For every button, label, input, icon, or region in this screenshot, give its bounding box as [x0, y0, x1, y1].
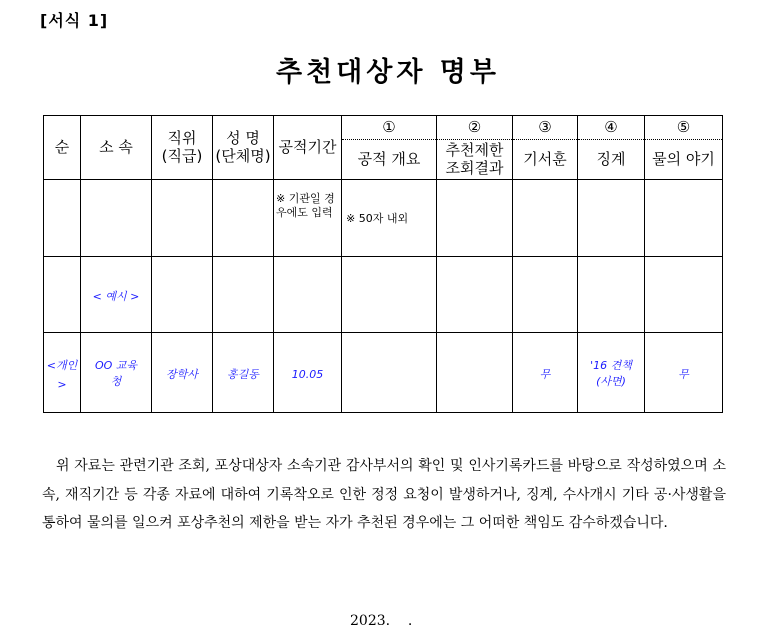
table-cell — [645, 257, 723, 333]
table-row-example-marker — [44, 257, 723, 333]
table-cell — [513, 257, 578, 333]
table-cell — [274, 257, 342, 333]
header-position-line1: 직위 — [167, 129, 197, 148]
header-col1-number: ① — [342, 116, 437, 140]
table-cell — [578, 180, 645, 257]
table-cell — [437, 257, 513, 333]
table-cell — [342, 333, 437, 413]
header-col2-number: ② — [437, 116, 513, 140]
header-col3-number: ③ — [513, 116, 578, 140]
header-position-line2: (직급) — [161, 146, 203, 165]
form-label: [서식 1] — [40, 11, 109, 30]
table-row-notes — [44, 180, 723, 257]
example-controversy: 무 — [645, 333, 723, 413]
page-title: 추천대상자 명부 — [276, 57, 500, 88]
example-seq: <개인> — [44, 333, 81, 413]
header-controversy: 물의 야기 — [645, 140, 723, 180]
example-period: 10.05 — [274, 333, 342, 413]
table-cell — [645, 180, 723, 257]
example-position: 장학사 — [152, 333, 213, 413]
table-cell — [81, 180, 152, 257]
example-marker — [81, 257, 152, 333]
example-marker-text: < 예시 > — [92, 290, 140, 303]
table-cell — [213, 257, 274, 333]
table-cell — [213, 180, 274, 257]
header-achievement-summary: 공적 개요 — [342, 140, 437, 180]
table-cell — [342, 257, 437, 333]
table-cell — [44, 257, 81, 333]
header-affiliation: 소 속 — [81, 116, 152, 180]
header-seq: 순 — [44, 116, 81, 180]
header-service-period: 공적기간 — [274, 116, 342, 180]
header-col4-number: ④ — [578, 116, 645, 140]
table-cell — [437, 180, 513, 257]
header-discipline: 징계 — [578, 140, 645, 180]
table-row-example — [44, 333, 723, 413]
header-position — [152, 116, 213, 180]
date-line: 2023. . — [350, 613, 413, 629]
table-cell — [437, 333, 513, 413]
example-affiliation: OO 교육청 — [81, 333, 152, 413]
summary-note: ※ 50자 내외 — [342, 180, 437, 257]
header-name — [213, 116, 274, 180]
header-name-line2: (단체명) — [215, 146, 271, 165]
table-cell — [152, 257, 213, 333]
header-col5-number: ⑤ — [645, 116, 723, 140]
table-cell — [44, 180, 81, 257]
period-note: ※ 기관일 경우에도 입력 — [274, 180, 342, 257]
table-cell — [513, 180, 578, 257]
example-discipline: '16 견책 (사면) — [578, 333, 645, 413]
header-restriction-check — [437, 140, 513, 180]
example-prior-award: 무 — [513, 333, 578, 413]
table-cell — [152, 180, 213, 257]
table-cell — [578, 257, 645, 333]
header-name-line1: 성 명 — [226, 129, 260, 148]
example-name: 홍길동 — [213, 333, 274, 413]
nominee-table — [43, 115, 723, 413]
header-prior-award: 기서훈 — [513, 140, 578, 180]
statement-paragraph: 위 자료는 관련기관 조회, 포상대상자 소속기관 감사부서의 확인 및 인사기록카드를 바탕으로 작성하였으며 소속, 재직기간 등 각종 자료에 대하여 기록착오로 인한 정정 요청이 발생하거나, 징계, 수사개시 기타 공·사생활을 통하여 물의를 일으켜 포상추천의 제한을 받는 자가 추천된 경우에는 그 어떠한 책임도 감수하겠습니다. — [42, 458, 726, 531]
header-restriction-line2: 조회결과 — [445, 158, 504, 177]
header-restriction-line1: 추천제한 — [445, 141, 504, 160]
